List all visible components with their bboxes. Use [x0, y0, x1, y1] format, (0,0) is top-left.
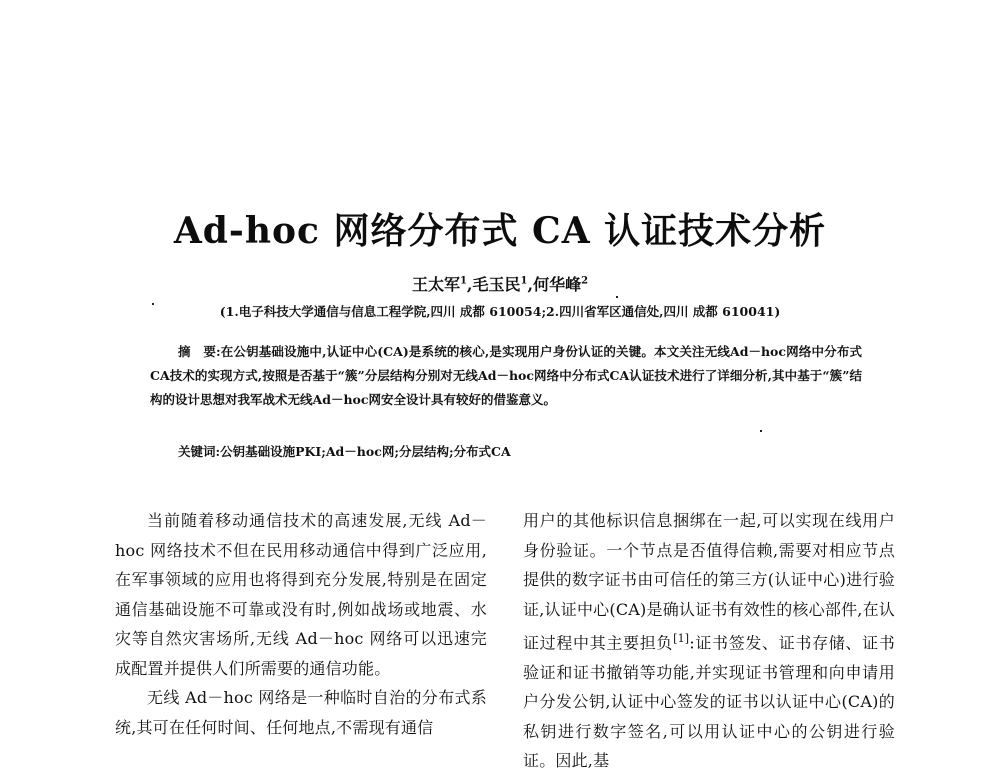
body-paragraph: 无线 Ad－hoc 网络是一种临时自治的分布式系统,其可在任何时间、任何地点,不需现有通信 [115, 688, 487, 737]
keywords-block [178, 440, 868, 464]
keywords-label: 关键词: [178, 444, 221, 459]
abstract-block [150, 340, 862, 412]
body-column-left [115, 506, 487, 742]
author-name: 何华峰 [533, 275, 582, 294]
scan-speck [152, 303, 154, 305]
author-name: 毛玉民 [472, 275, 521, 294]
scan-speck [616, 296, 618, 298]
body-paragraph: 当前随着移动通信技术的高速发展,无线 Ad－hoc 网络技术不但在民用移动通信中得到广泛应用,在军事领域的应用也将得到充分发展,特别是在固定通信基础设施不可靠或没有时,例如战场或地震、水灾等自然灾害场所,无线 Ad－hoc 网络可以迅速完成配置并提供人们所需要的通信功能。 [115, 511, 487, 678]
author-affil-mark: 1 [459, 275, 467, 287]
citation-ref: [1] [673, 632, 690, 645]
author-affil-mark: 2 [581, 275, 589, 287]
body-text: :证书签发、证书存储、证书验证和证书撤销等功能,并实现证书管理和向申请用户分发公钥,认证中心签发的证书以认证中心(CA)的私钥进行数字签名,可以用认证中心的公钥进行验证。因此,基 [523, 633, 895, 771]
body-paragraph [523, 506, 895, 776]
author-list: 王太军$^1$,毛玉民$^1$,何华峰$^2$ [411, 275, 589, 294]
abstract-text: 在公钥基础设施中,认证中心(CA)是系统的核心,是实现用户身份认证的关键。本文关注无线Ad－hoc网络中分布式CA技术的实现方式,按照是否基于“簇”分层结构分别对无线Ad－hoc网络中分布式CA认证技术进行了详细分析,其中基于“簇”结构的设计思想对我军战术无线Ad－hoc网安全设计具有较好的借鉴意义。 [150, 344, 862, 407]
body-text: 用户的其他标识信息捆绑在一起,可以实现在线用户身份验证。一个节点是否值得信赖,需要对相应节点提供的数字证书由可信任的第三方(认证中心)进行验证,认证中心(CA)是确认证书有效性的核心部件,在认证过程中其主要担负 [523, 511, 895, 653]
body-column-right [523, 506, 895, 776]
author-name: 王太军 [411, 275, 460, 294]
scan-speck [760, 430, 762, 432]
keywords-text: 公钥基础设施PKI;Ad－hoc网;分层结构;分布式CA [220, 444, 511, 459]
author-affil-mark: 1 [520, 275, 528, 287]
abstract-label: 摘 要: [178, 344, 221, 359]
affiliations: (1.电子科技大学通信与信息工程学院,四川 成都 610054;2.四川省军区通信处,四川 成都 610041) [219, 304, 781, 319]
paper-title: Ad-hoc 网络分布式 CA 认证技术分析 [173, 210, 827, 252]
